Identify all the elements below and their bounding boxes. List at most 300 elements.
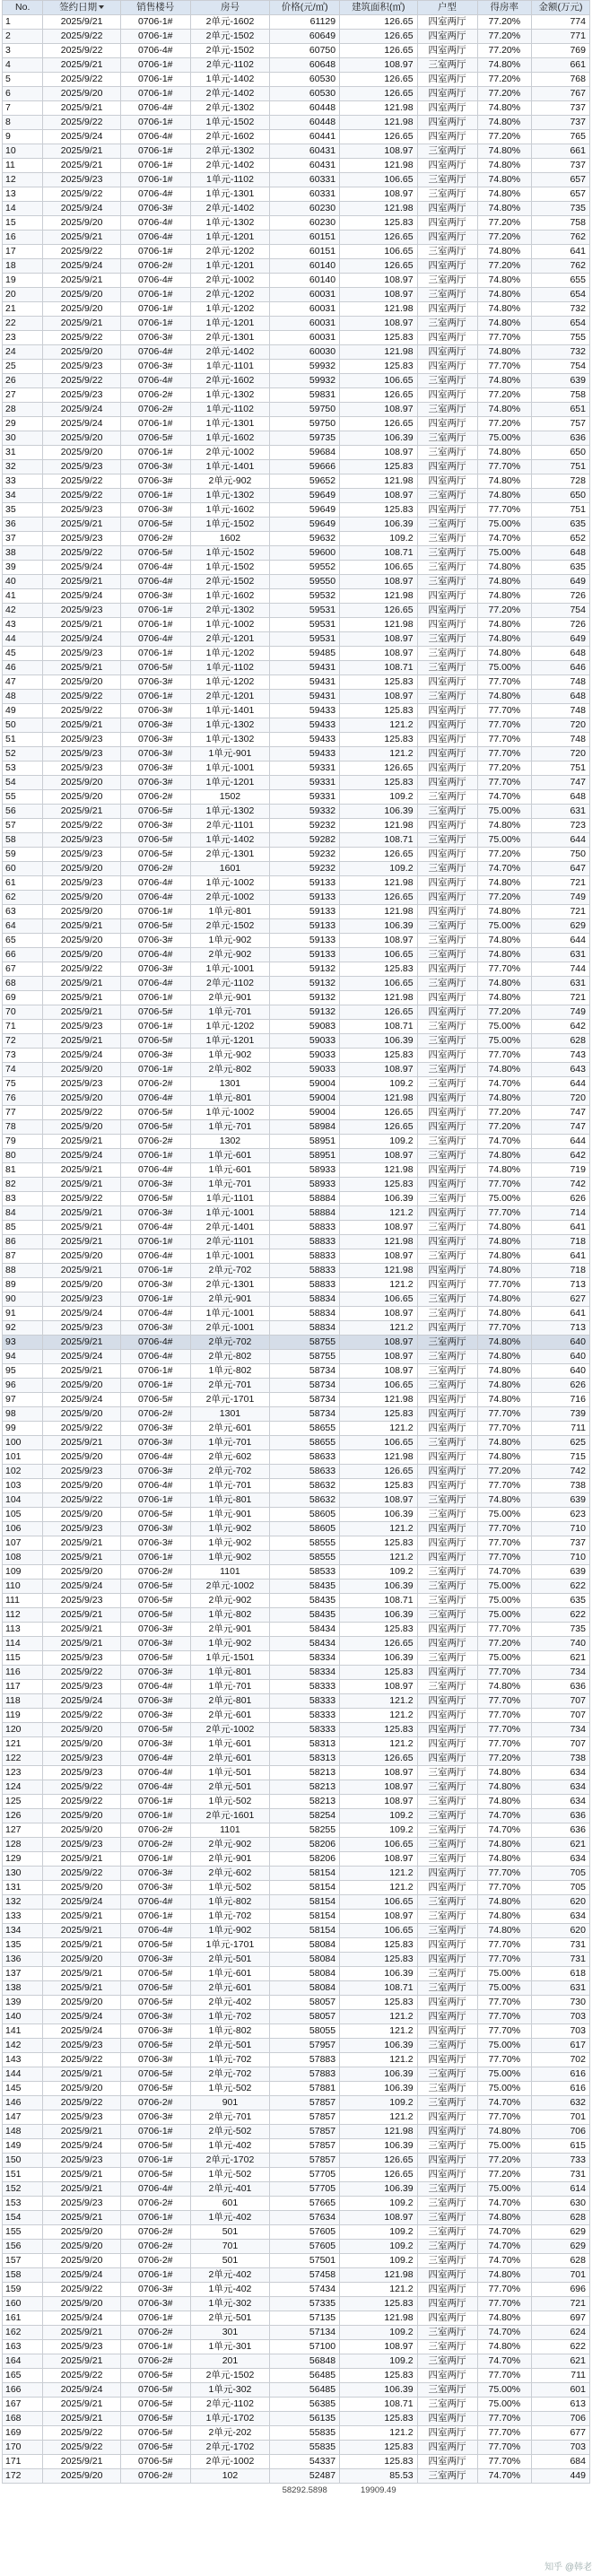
floor-area-cell[interactable]: 121.2 (340, 1881, 417, 1895)
efficiency-rate-cell[interactable]: 77.70% (477, 1694, 532, 1709)
table-row[interactable] (3, 2211, 590, 2225)
efficiency-rate-cell[interactable]: 75.00% (477, 1020, 532, 1034)
building-number-cell[interactable]: 0706-1# (120, 15, 190, 30)
unit-price-cell[interactable]: 60530 (270, 87, 340, 101)
layout-type-cell[interactable]: 四室两厅 (417, 460, 477, 474)
floor-area-cell[interactable]: 106.39 (340, 2082, 417, 2096)
unit-price-cell[interactable]: 59132 (270, 962, 340, 977)
row-number-cell[interactable]: 161 (3, 2311, 43, 2326)
layout-type-cell[interactable]: 四室两厅 (417, 1465, 477, 1479)
table-row[interactable] (3, 1307, 590, 1321)
layout-type-cell[interactable]: 三室两厅 (417, 2067, 477, 2082)
unit-price-cell[interactable]: 58435 (270, 1608, 340, 1623)
unit-price-cell[interactable]: 58633 (270, 1450, 340, 1465)
building-number-cell[interactable]: 0706-4# (120, 345, 190, 360)
floor-area-cell[interactable]: 108.97 (340, 1063, 417, 1077)
total-amount-cell[interactable]: 631 (532, 805, 590, 819)
sign-date-cell[interactable]: 2025/9/22 (43, 44, 120, 58)
unit-price-cell[interactable]: 60151 (270, 231, 340, 245)
unit-number-cell[interactable]: 2单元-1102 (190, 58, 270, 73)
unit-number-cell[interactable]: 2单元-1101 (190, 1235, 270, 1249)
layout-type-cell[interactable]: 四室两厅 (417, 1120, 477, 1135)
unit-number-cell[interactable]: 1单元-701 (190, 1005, 270, 1020)
efficiency-rate-cell[interactable]: 77.70% (477, 1178, 532, 1192)
unit-price-cell[interactable]: 59331 (270, 761, 340, 776)
unit-price-cell[interactable]: 58834 (270, 1307, 340, 1321)
sign-date-cell[interactable]: 2025/9/22 (43, 2426, 120, 2441)
row-number-cell[interactable]: 81 (3, 1163, 43, 1178)
sign-date-cell[interactable]: 2025/9/22 (43, 245, 120, 259)
building-number-cell[interactable]: 0706-5# (120, 1608, 190, 1623)
building-number-cell[interactable]: 0706-1# (120, 1493, 190, 1508)
sign-date-cell[interactable]: 2025/9/21 (43, 1221, 120, 1235)
table-row[interactable] (3, 1063, 590, 1077)
efficiency-rate-cell[interactable]: 74.80% (477, 1766, 532, 1780)
unit-number-cell[interactable]: 1单元-502 (190, 2168, 270, 2182)
col-header-type[interactable]: 户型 (417, 1, 477, 15)
layout-type-cell[interactable]: 四室两厅 (417, 962, 477, 977)
layout-type-cell[interactable]: 四室两厅 (417, 1206, 477, 1221)
total-amount-cell[interactable]: 621 (532, 1838, 590, 1852)
floor-area-cell[interactable]: 108.97 (340, 647, 417, 661)
layout-type-cell[interactable]: 三室两厅 (417, 1292, 477, 1307)
efficiency-rate-cell[interactable]: 77.70% (477, 1422, 532, 1436)
unit-number-cell[interactable]: 1单元-1202 (190, 1020, 270, 1034)
layout-type-cell[interactable]: 四室两厅 (417, 2412, 477, 2426)
efficiency-rate-cell[interactable]: 74.80% (477, 690, 532, 704)
layout-type-cell[interactable]: 三室两厅 (417, 518, 477, 532)
efficiency-rate-cell[interactable]: 74.80% (477, 1450, 532, 1465)
efficiency-rate-cell[interactable]: 74.70% (477, 862, 532, 876)
efficiency-rate-cell[interactable]: 74.80% (477, 2125, 532, 2139)
unit-price-cell[interactable]: 58334 (270, 1651, 340, 1666)
building-number-cell[interactable]: 0706-1# (120, 73, 190, 87)
layout-type-cell[interactable]: 三室两厅 (417, 2211, 477, 2225)
building-number-cell[interactable]: 0706-5# (120, 2168, 190, 2182)
layout-type-cell[interactable]: 四室两厅 (417, 2010, 477, 2024)
table-row[interactable] (3, 934, 590, 948)
unit-price-cell[interactable]: 57458 (270, 2268, 340, 2283)
unit-price-cell[interactable]: 60448 (270, 101, 340, 116)
efficiency-rate-cell[interactable]: 74.80% (477, 647, 532, 661)
unit-number-cell[interactable]: 1单元-802 (190, 1895, 270, 1910)
building-number-cell[interactable]: 0706-1# (120, 1020, 190, 1034)
total-amount-cell[interactable]: 614 (532, 2182, 590, 2197)
row-number-cell[interactable]: 48 (3, 690, 43, 704)
unit-number-cell[interactable]: 1单元-1501 (190, 1651, 270, 1666)
row-number-cell[interactable]: 19 (3, 274, 43, 288)
sign-date-cell[interactable]: 2025/9/24 (43, 403, 120, 417)
unit-price-cell[interactable]: 60331 (270, 187, 340, 202)
efficiency-rate-cell[interactable]: 77.70% (477, 1278, 532, 1292)
unit-number-cell[interactable]: 1单元-702 (190, 2010, 270, 2024)
unit-price-cell[interactable]: 58057 (270, 1996, 340, 2010)
efficiency-rate-cell[interactable]: 77.70% (477, 2426, 532, 2441)
efficiency-rate-cell[interactable]: 77.20% (477, 216, 532, 231)
unit-price-cell[interactable]: 59132 (270, 977, 340, 991)
row-number-cell[interactable]: 100 (3, 1436, 43, 1450)
unit-number-cell[interactable]: 2单元-1601 (190, 1809, 270, 1823)
unit-price-cell[interactable]: 60151 (270, 245, 340, 259)
floor-area-cell[interactable]: 121.2 (340, 1551, 417, 1565)
table-row[interactable] (3, 1077, 590, 1092)
total-amount-cell[interactable]: 731 (532, 1953, 590, 1967)
floor-area-cell[interactable]: 106.65 (340, 1379, 417, 1393)
unit-price-cell[interactable]: 61129 (270, 15, 340, 30)
row-number-cell[interactable]: 90 (3, 1292, 43, 1307)
row-number-cell[interactable]: 78 (3, 1120, 43, 1135)
sign-date-cell[interactable]: 2025/9/21 (43, 1178, 120, 1192)
efficiency-rate-cell[interactable]: 75.00% (477, 1594, 532, 1608)
unit-number-cell[interactable]: 1单元-1201 (190, 1034, 270, 1049)
building-number-cell[interactable]: 0706-2# (120, 1838, 190, 1852)
sign-date-cell[interactable]: 2025/9/20 (43, 790, 120, 805)
efficiency-rate-cell[interactable]: 75.00% (477, 2182, 532, 2197)
total-amount-cell[interactable]: 747 (532, 776, 590, 790)
row-number-cell[interactable]: 39 (3, 561, 43, 575)
unit-price-cell[interactable]: 60140 (270, 274, 340, 288)
unit-number-cell[interactable]: 2单元-601 (190, 1981, 270, 1996)
floor-area-cell[interactable]: 125.83 (340, 1536, 417, 1551)
sign-date-cell[interactable]: 2025/9/20 (43, 675, 120, 690)
sign-date-cell[interactable]: 2025/9/22 (43, 2283, 120, 2297)
total-amount-cell[interactable]: 657 (532, 187, 590, 202)
floor-area-cell[interactable]: 126.65 (340, 388, 417, 403)
table-row[interactable] (3, 2125, 590, 2139)
efficiency-rate-cell[interactable]: 77.20% (477, 44, 532, 58)
total-amount-cell[interactable]: 743 (532, 1049, 590, 1063)
sign-date-cell[interactable]: 2025/9/20 (43, 2240, 120, 2254)
efficiency-rate-cell[interactable]: 74.80% (477, 1235, 532, 1249)
building-number-cell[interactable]: 0706-1# (120, 317, 190, 331)
building-number-cell[interactable]: 0706-3# (120, 360, 190, 374)
layout-type-cell[interactable]: 四室两厅 (417, 1450, 477, 1465)
building-number-cell[interactable]: 0706-3# (120, 761, 190, 776)
row-number-cell[interactable]: 8 (3, 116, 43, 130)
floor-area-cell[interactable]: 106.39 (340, 805, 417, 819)
unit-number-cell[interactable]: 1单元-701 (190, 1680, 270, 1694)
table-row[interactable] (3, 1508, 590, 1522)
row-number-cell[interactable]: 74 (3, 1063, 43, 1077)
floor-area-cell[interactable]: 121.2 (340, 718, 417, 733)
sign-date-cell[interactable]: 2025/9/20 (43, 2297, 120, 2311)
total-amount-cell[interactable]: 751 (532, 460, 590, 474)
unit-number-cell[interactable]: 1单元-302 (190, 2297, 270, 2311)
efficiency-rate-cell[interactable]: 77.70% (477, 675, 532, 690)
efficiency-rate-cell[interactable]: 77.70% (477, 460, 532, 474)
col-header-building[interactable]: 销售楼号 (120, 1, 190, 15)
efficiency-rate-cell[interactable]: 75.00% (477, 2383, 532, 2398)
efficiency-rate-cell[interactable]: 74.70% (477, 2326, 532, 2340)
row-number-cell[interactable]: 120 (3, 1723, 43, 1737)
sign-date-cell[interactable]: 2025/9/20 (43, 1120, 120, 1135)
layout-type-cell[interactable]: 四室两厅 (417, 1278, 477, 1292)
unit-price-cell[interactable]: 57335 (270, 2297, 340, 2311)
total-amount-cell[interactable]: 732 (532, 345, 590, 360)
efficiency-rate-cell[interactable]: 77.20% (477, 130, 532, 144)
col-header-amount[interactable]: 金额(万元) (532, 1, 590, 15)
unit-price-cell[interactable]: 58833 (270, 1278, 340, 1292)
floor-area-cell[interactable]: 121.2 (340, 1709, 417, 1723)
layout-type-cell[interactable]: 三室两厅 (417, 647, 477, 661)
layout-type-cell[interactable]: 三室两厅 (417, 948, 477, 962)
efficiency-rate-cell[interactable]: 77.70% (477, 2369, 532, 2383)
unit-number-cell[interactable]: 1单元-1102 (190, 173, 270, 187)
total-amount-cell[interactable]: 754 (532, 360, 590, 374)
total-amount-cell[interactable]: 716 (532, 1393, 590, 1407)
total-amount-cell[interactable]: 748 (532, 704, 590, 718)
building-number-cell[interactable]: 0706-5# (120, 919, 190, 934)
layout-type-cell[interactable]: 三室两厅 (417, 632, 477, 647)
efficiency-rate-cell[interactable]: 77.20% (477, 891, 532, 905)
table-row[interactable] (3, 1120, 590, 1135)
layout-type-cell[interactable]: 三室两厅 (417, 2197, 477, 2211)
sign-date-cell[interactable]: 2025/9/21 (43, 977, 120, 991)
unit-price-cell[interactable]: 60448 (270, 116, 340, 130)
layout-type-cell[interactable]: 四室两厅 (417, 2024, 477, 2039)
row-number-cell[interactable]: 16 (3, 231, 43, 245)
unit-price-cell[interactable]: 60031 (270, 317, 340, 331)
unit-price-cell[interactable]: 58213 (270, 1780, 340, 1795)
unit-price-cell[interactable]: 56485 (270, 2383, 340, 2398)
layout-type-cell[interactable]: 四室两厅 (417, 1709, 477, 1723)
floor-area-cell[interactable]: 106.65 (340, 374, 417, 388)
table-row[interactable] (3, 403, 590, 417)
sign-date-cell[interactable]: 2025/9/21 (43, 231, 120, 245)
sign-date-cell[interactable]: 2025/9/21 (43, 1364, 120, 1379)
total-amount-cell[interactable]: 636 (532, 1809, 590, 1823)
building-number-cell[interactable]: 0706-2# (120, 2354, 190, 2369)
floor-area-cell[interactable]: 121.98 (340, 589, 417, 604)
efficiency-rate-cell[interactable]: 77.70% (477, 2053, 532, 2067)
layout-type-cell[interactable]: 四室两厅 (417, 116, 477, 130)
sign-date-cell[interactable]: 2025/9/23 (43, 1651, 120, 1666)
layout-type-cell[interactable]: 三室两厅 (417, 2340, 477, 2354)
building-number-cell[interactable]: 0706-4# (120, 1221, 190, 1235)
unit-number-cell[interactable]: 1单元-1002 (190, 1106, 270, 1120)
total-amount-cell[interactable]: 739 (532, 1407, 590, 1422)
building-number-cell[interactable]: 0706-3# (120, 1465, 190, 1479)
total-amount-cell[interactable]: 774 (532, 15, 590, 30)
row-number-cell[interactable]: 70 (3, 1005, 43, 1020)
table-row[interactable] (3, 431, 590, 446)
layout-type-cell[interactable]: 三室两厅 (417, 1680, 477, 1694)
sign-date-cell[interactable]: 2025/9/20 (43, 288, 120, 302)
sign-date-cell[interactable]: 2025/9/24 (43, 2010, 120, 2024)
sign-date-cell[interactable]: 2025/9/24 (43, 1694, 120, 1709)
floor-area-cell[interactable]: 126.65 (340, 259, 417, 274)
layout-type-cell[interactable]: 四室两厅 (417, 2441, 477, 2455)
table-row[interactable] (3, 1135, 590, 1149)
unit-number-cell[interactable]: 2单元-1302 (190, 604, 270, 618)
floor-area-cell[interactable]: 108.97 (340, 1221, 417, 1235)
layout-type-cell[interactable]: 四室两厅 (417, 1178, 477, 1192)
layout-type-cell[interactable]: 三室两厅 (417, 575, 477, 589)
unit-price-cell[interactable]: 59831 (270, 388, 340, 403)
floor-area-cell[interactable]: 108.71 (340, 1981, 417, 1996)
building-number-cell[interactable]: 0706-4# (120, 130, 190, 144)
unit-number-cell[interactable]: 1单元-1202 (190, 647, 270, 661)
building-number-cell[interactable]: 0706-4# (120, 1895, 190, 1910)
layout-type-cell[interactable]: 三室两厅 (417, 2254, 477, 2268)
floor-area-cell[interactable]: 108.97 (340, 1680, 417, 1694)
sign-date-cell[interactable]: 2025/9/24 (43, 2311, 120, 2326)
efficiency-rate-cell[interactable]: 75.00% (477, 2067, 532, 2082)
unit-number-cell[interactable]: 1单元-1301 (190, 187, 270, 202)
building-number-cell[interactable]: 0706-4# (120, 948, 190, 962)
table-row[interactable] (3, 360, 590, 374)
table-row[interactable] (3, 58, 590, 73)
building-number-cell[interactable]: 0706-3# (120, 1436, 190, 1450)
unit-price-cell[interactable]: 59331 (270, 790, 340, 805)
building-number-cell[interactable]: 0706-5# (120, 1106, 190, 1120)
efficiency-rate-cell[interactable]: 74.70% (477, 790, 532, 805)
unit-number-cell[interactable]: 2单元-1302 (190, 101, 270, 116)
layout-type-cell[interactable]: 四室两厅 (417, 345, 477, 360)
floor-area-cell[interactable]: 121.98 (340, 101, 417, 116)
row-number-cell[interactable]: 88 (3, 1264, 43, 1278)
floor-area-cell[interactable]: 121.98 (340, 1235, 417, 1249)
layout-type-cell[interactable]: 四室两厅 (417, 231, 477, 245)
floor-area-cell[interactable]: 121.2 (340, 1206, 417, 1221)
floor-area-cell[interactable]: 106.39 (340, 2139, 417, 2154)
efficiency-rate-cell[interactable]: 74.70% (477, 2254, 532, 2268)
total-amount-cell[interactable]: 721 (532, 2297, 590, 2311)
total-amount-cell[interactable]: 631 (532, 948, 590, 962)
layout-type-cell[interactable]: 四室两厅 (417, 259, 477, 274)
layout-type-cell[interactable]: 四室两厅 (417, 1536, 477, 1551)
efficiency-rate-cell[interactable]: 74.80% (477, 1795, 532, 1809)
unit-price-cell[interactable]: 58834 (270, 1321, 340, 1336)
sign-date-cell[interactable]: 2025/9/20 (43, 934, 120, 948)
sign-date-cell[interactable]: 2025/9/22 (43, 546, 120, 561)
layout-type-cell[interactable]: 三室两厅 (417, 2240, 477, 2254)
table-row[interactable] (3, 2168, 590, 2182)
building-number-cell[interactable]: 0706-1# (120, 1910, 190, 1924)
row-number-cell[interactable]: 82 (3, 1178, 43, 1192)
sign-date-cell[interactable]: 2025/9/21 (43, 2168, 120, 2182)
row-number-cell[interactable]: 165 (3, 2369, 43, 2383)
total-amount-cell[interactable]: 628 (532, 2211, 590, 2225)
efficiency-rate-cell[interactable]: 74.70% (477, 1823, 532, 1838)
table-row[interactable] (3, 1694, 590, 1709)
building-number-cell[interactable]: 0706-1# (120, 2211, 190, 2225)
floor-area-cell[interactable]: 125.83 (340, 2455, 417, 2469)
sign-date-cell[interactable]: 2025/9/22 (43, 1867, 120, 1881)
building-number-cell[interactable]: 0706-4# (120, 274, 190, 288)
building-number-cell[interactable]: 0706-2# (120, 1135, 190, 1149)
building-number-cell[interactable]: 0706-5# (120, 1723, 190, 1737)
building-number-cell[interactable]: 0706-2# (120, 1823, 190, 1838)
layout-type-cell[interactable]: 三室两厅 (417, 2096, 477, 2110)
row-number-cell[interactable]: 139 (3, 1996, 43, 2010)
floor-area-cell[interactable]: 106.65 (340, 245, 417, 259)
unit-number-cell[interactable]: 2单元-1002 (190, 2455, 270, 2469)
table-row[interactable] (3, 589, 590, 604)
layout-type-cell[interactable]: 三室两厅 (417, 2326, 477, 2340)
unit-price-cell[interactable]: 57883 (270, 2067, 340, 2082)
unit-price-cell[interactable]: 59531 (270, 604, 340, 618)
unit-price-cell[interactable]: 58154 (270, 1924, 340, 1938)
unit-number-cell[interactable]: 1单元-902 (190, 1049, 270, 1063)
layout-type-cell[interactable]: 三室两厅 (417, 1020, 477, 1034)
table-row[interactable] (3, 1737, 590, 1752)
unit-number-cell[interactable]: 2单元-601 (190, 1422, 270, 1436)
unit-price-cell[interactable]: 58213 (270, 1795, 340, 1809)
sign-date-cell[interactable]: 2025/9/24 (43, 2024, 120, 2039)
floor-area-cell[interactable]: 108.97 (340, 489, 417, 503)
sign-date-cell[interactable]: 2025/9/24 (43, 259, 120, 274)
layout-type-cell[interactable]: 四室两厅 (417, 747, 477, 761)
unit-price-cell[interactable]: 58084 (270, 1967, 340, 1981)
layout-type-cell[interactable]: 三室两厅 (417, 1135, 477, 1149)
floor-area-cell[interactable]: 125.83 (340, 1953, 417, 1967)
table-row[interactable] (3, 1393, 590, 1407)
building-number-cell[interactable]: 0706-3# (120, 474, 190, 489)
unit-number-cell[interactable]: 2单元-1602 (190, 374, 270, 388)
total-amount-cell[interactable]: 718 (532, 1264, 590, 1278)
layout-type-cell[interactable]: 三室两厅 (417, 58, 477, 73)
unit-price-cell[interactable]: 57100 (270, 2340, 340, 2354)
total-amount-cell[interactable]: 714 (532, 1206, 590, 1221)
floor-area-cell[interactable]: 121.98 (340, 116, 417, 130)
unit-number-cell[interactable]: 1601 (190, 862, 270, 876)
unit-price-cell[interactable]: 56848 (270, 2354, 340, 2369)
unit-price-cell[interactable]: 58632 (270, 1493, 340, 1508)
building-number-cell[interactable]: 0706-1# (120, 1795, 190, 1809)
table-row[interactable] (3, 2010, 590, 2024)
floor-area-cell[interactable]: 126.65 (340, 604, 417, 618)
unit-number-cell[interactable]: 301 (190, 2326, 270, 2340)
floor-area-cell[interactable]: 125.83 (340, 675, 417, 690)
efficiency-rate-cell[interactable]: 74.80% (477, 144, 532, 159)
total-amount-cell[interactable]: 644 (532, 1135, 590, 1149)
unit-number-cell[interactable]: 2单元-1102 (190, 977, 270, 991)
building-number-cell[interactable]: 0706-4# (120, 1680, 190, 1694)
unit-number-cell[interactable]: 1单元-802 (190, 2024, 270, 2039)
unit-number-cell[interactable]: 1单元-502 (190, 1881, 270, 1895)
floor-area-cell[interactable]: 106.39 (340, 1034, 417, 1049)
building-number-cell[interactable]: 0706-5# (120, 1120, 190, 1135)
row-number-cell[interactable]: 76 (3, 1092, 43, 1106)
total-amount-cell[interactable]: 629 (532, 919, 590, 934)
total-amount-cell[interactable]: 719 (532, 1163, 590, 1178)
unit-number-cell[interactable]: 1单元-1101 (190, 360, 270, 374)
sign-date-cell[interactable]: 2025/9/21 (43, 1135, 120, 1149)
efficiency-rate-cell[interactable]: 74.80% (477, 1307, 532, 1321)
unit-price-cell[interactable]: 59652 (270, 474, 340, 489)
layout-type-cell[interactable]: 三室两厅 (417, 862, 477, 876)
floor-area-cell[interactable]: 121.2 (340, 1737, 417, 1752)
floor-area-cell[interactable]: 125.83 (340, 1996, 417, 2010)
row-number-cell[interactable]: 85 (3, 1221, 43, 1235)
floor-area-cell[interactable]: 125.83 (340, 1407, 417, 1422)
unit-number-cell[interactable]: 1单元-1102 (190, 661, 270, 675)
efficiency-rate-cell[interactable]: 75.00% (477, 1967, 532, 1981)
unit-number-cell[interactable]: 1单元-1302 (190, 216, 270, 231)
sign-date-cell[interactable]: 2025/9/21 (43, 575, 120, 589)
row-number-cell[interactable]: 3 (3, 44, 43, 58)
layout-type-cell[interactable]: 四室两厅 (417, 360, 477, 374)
table-row[interactable] (3, 44, 590, 58)
filter-dropdown-icon[interactable] (99, 5, 104, 9)
floor-area-cell[interactable]: 125.83 (340, 360, 417, 374)
total-amount-cell[interactable]: 771 (532, 30, 590, 44)
unit-price-cell[interactable]: 59133 (270, 876, 340, 891)
unit-price-cell[interactable]: 58313 (270, 1737, 340, 1752)
floor-area-cell[interactable]: 126.65 (340, 73, 417, 87)
total-amount-cell[interactable]: 620 (532, 1924, 590, 1938)
